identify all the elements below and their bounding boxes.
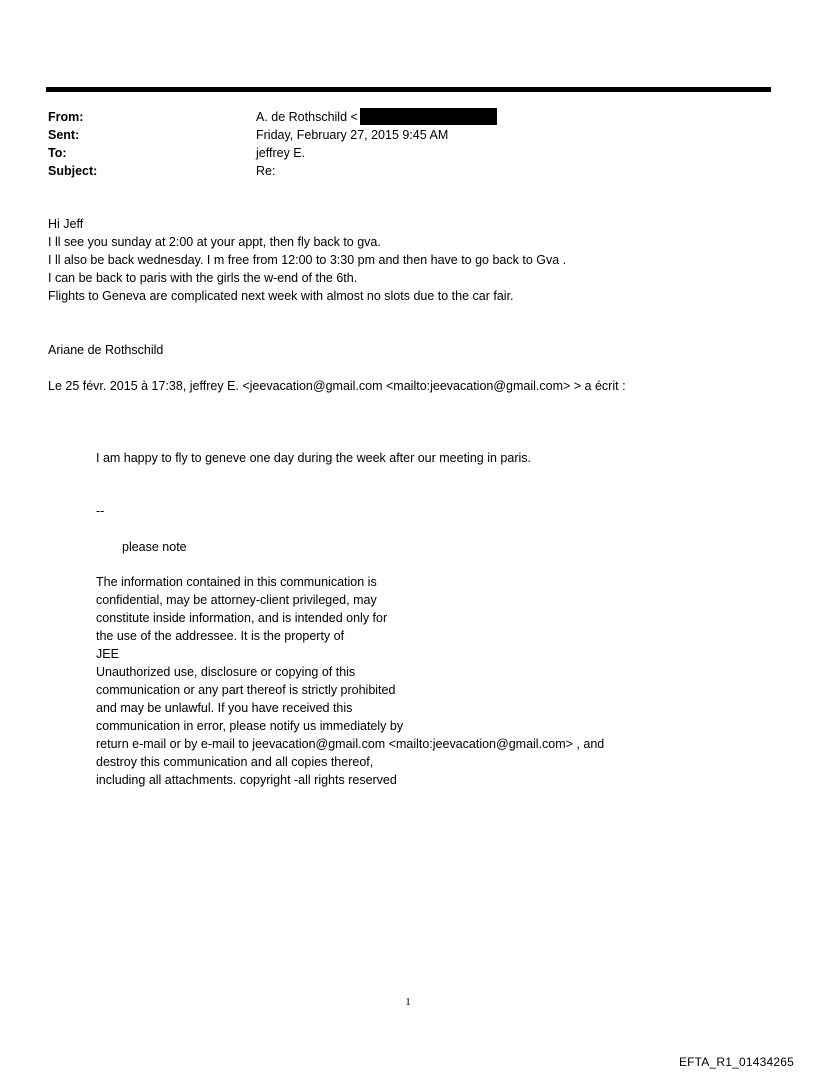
disclaimer-line: communication or any part thereof is strictly prohibited bbox=[96, 683, 396, 697]
disclaimer-line: The information contained in this communication is bbox=[96, 575, 377, 589]
please-note-block bbox=[122, 538, 187, 556]
disclaimer-line: communication in error, please notify us immediately by bbox=[96, 719, 404, 733]
quote-intro: Le 25 févr. 2015 à 17:38, jeffrey E. <jeevacation@gmail.com <mailto:jeevacation@gmail.com> > a écrit : bbox=[48, 379, 626, 393]
subject-value: Re: bbox=[256, 164, 276, 178]
redaction-box bbox=[360, 108, 497, 125]
disclaimer bbox=[96, 573, 746, 789]
disclaimer-line: and may be unlawful. If you have received this bbox=[96, 701, 353, 715]
please-note: please note bbox=[122, 540, 187, 554]
message-body bbox=[48, 215, 768, 305]
disclaimer-line: destroy this communication and all copies thereof, bbox=[96, 755, 374, 769]
subject-label: Subject: bbox=[48, 164, 98, 178]
message-line: Flights to Geneva are complicated next week with almost no slots due to the car fair. bbox=[48, 289, 514, 303]
to-row bbox=[48, 144, 748, 162]
disclaimer-line: constitute inside information, and is intended only for bbox=[96, 611, 388, 625]
message-line: Hi Jeff bbox=[48, 217, 84, 231]
to-value: jeffrey E. bbox=[256, 146, 306, 160]
sent-value: Friday, February 27, 2015 9:45 AM bbox=[256, 128, 449, 142]
from-sender: A. de Rothschild < bbox=[256, 110, 358, 124]
disclaimer-line: return e-mail or by e-mail to jeevacation@gmail.com <mailto:jeevacation@gmail.com> , and bbox=[96, 737, 605, 751]
from-value bbox=[256, 108, 497, 126]
quoted-message bbox=[96, 449, 746, 467]
disclaimer-line: Unauthorized use, disclosure or copying of this bbox=[96, 665, 356, 679]
sig-dash: -- bbox=[96, 504, 105, 518]
message-line: I ll also be back wednesday. I m free from 12:00 to 3:30 pm and then have to go back to Gva . bbox=[48, 253, 567, 267]
header-rule bbox=[46, 87, 771, 92]
page-number: 1 bbox=[405, 996, 411, 1008]
disclaimer-line: the use of the addressee. It is the property of bbox=[96, 629, 345, 643]
sent-label: Sent: bbox=[48, 128, 80, 142]
disclaimer-line: including all attachments. copyright -all rights reserved bbox=[96, 773, 397, 787]
sent-row bbox=[48, 126, 748, 144]
subject-row bbox=[48, 162, 748, 180]
signature-block bbox=[48, 341, 768, 359]
disclaimer-line: JEE bbox=[96, 647, 119, 661]
document-id: EFTA_R1_01434265 bbox=[678, 1055, 794, 1069]
message-line: I ll see you sunday at 2:00 at your appt, then fly back to gva. bbox=[48, 235, 381, 249]
message-line: I can be back to paris with the girls the w-end of the 6th. bbox=[48, 271, 358, 285]
disclaimer-line: confidential, may be attorney-client privileged, may bbox=[96, 593, 377, 607]
quoted-text: I am happy to fly to geneve one day during the week after our meeting in paris. bbox=[96, 451, 531, 465]
email-header bbox=[48, 108, 748, 180]
signature: Ariane de Rothschild bbox=[48, 343, 164, 357]
from-row bbox=[48, 108, 748, 126]
to-label: To: bbox=[48, 146, 67, 160]
from-label: From: bbox=[48, 110, 84, 124]
quote-intro-block bbox=[48, 377, 768, 395]
quoted-sig-dash-block bbox=[96, 502, 746, 520]
